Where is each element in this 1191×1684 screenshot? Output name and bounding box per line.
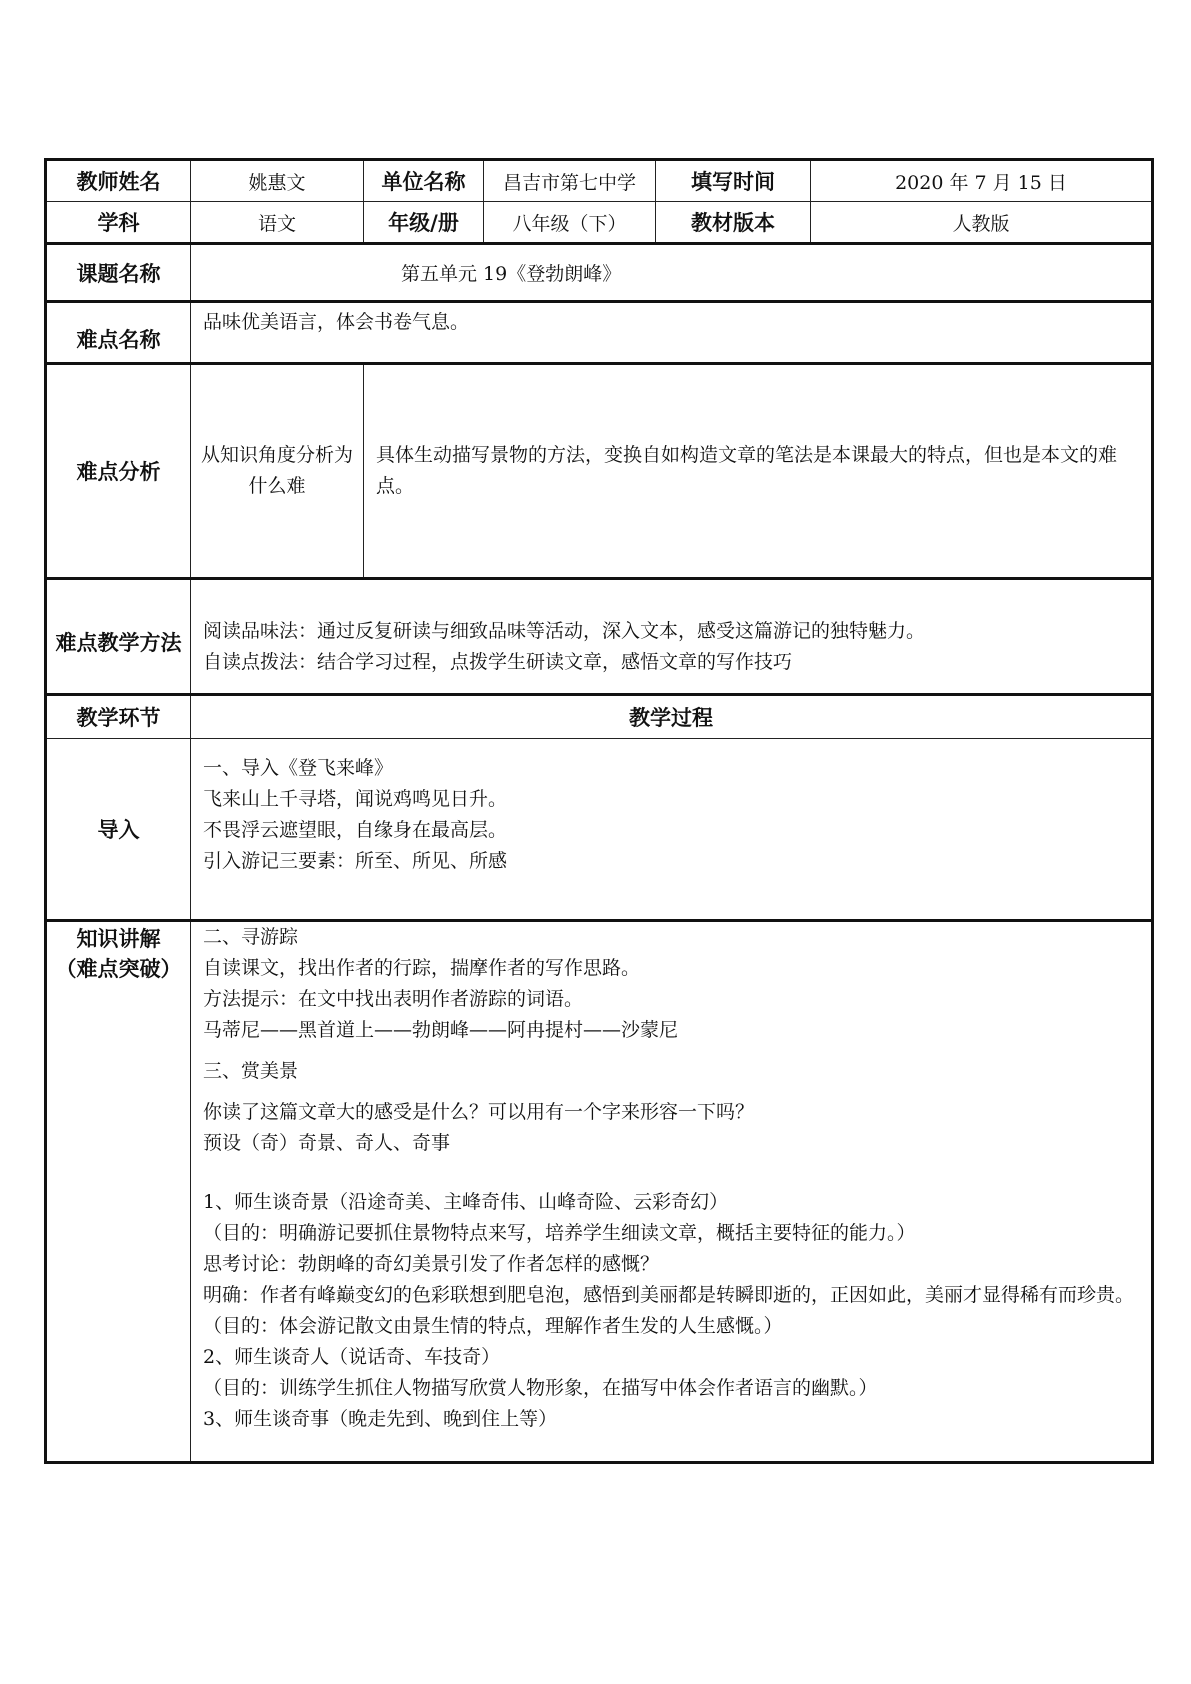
- unit-name-label: 单位名称: [364, 160, 484, 202]
- stage-header-label: 教学环节: [46, 695, 191, 739]
- intro-line: 一、导入《登飞来峰》: [203, 757, 394, 779]
- topic-value: 第五单元 19《登勃朗峰》: [191, 244, 1153, 302]
- knowledge-label: [46, 921, 191, 1463]
- teacher-name-value: 姚惠文: [191, 160, 364, 202]
- edition-value: 人教版: [811, 202, 1153, 244]
- knowledge-line: 二、寻游踪: [203, 926, 299, 948]
- knowledge-label-line2: （难点突破）: [55, 957, 182, 981]
- knowledge-line: 方法提示：在文中找出表明作者游踪的词语。: [203, 988, 584, 1010]
- knowledge-line: 明确：作者有峰巅变幻的色彩联想到肥皂泡，感悟到美丽都是转瞬即逝的，正因如此，美丽才显得稀有而珍贵。: [203, 1284, 1135, 1306]
- knowledge-line: 思考讨论：勃朗峰的奇幻美景引发了作者怎样的感慨？: [203, 1253, 660, 1275]
- intro-line: 飞来山上千寻塔，闻说鸡鸣见日升。: [203, 788, 508, 810]
- intro-content: [191, 739, 1153, 921]
- knowledge-line: 3、师生谈奇事（晚走先到、晚到住上等）: [203, 1408, 558, 1430]
- grade-label: 年级/册: [364, 202, 484, 244]
- knowledge-line: 你读了这篇文章大的感受是什么？可以用有一个字来形容一下吗？: [203, 1101, 755, 1123]
- unit-name-value: 昌吉市第七中学: [484, 160, 656, 202]
- process-header-label: 教学过程: [191, 695, 1153, 739]
- subject-label: 学科: [46, 202, 191, 244]
- knowledge-line: 马蒂尼——黑首道上——勃朗峰——阿冉提村——沙蒙尼: [203, 1019, 679, 1041]
- knowledge-content: [191, 921, 1153, 1463]
- knowledge-label-line1: 知识讲解: [76, 927, 161, 951]
- analysis-value: 具体生动描写景物的方法，变换自如构造文章的笔法是本课最大的特点，但也是本文的难点。: [364, 364, 1153, 579]
- method-content: [191, 579, 1153, 695]
- fill-date-label: 填写时间: [656, 160, 811, 202]
- edition-label: 教材版本: [656, 202, 811, 244]
- knowledge-line: 1、师生谈奇景（沿途奇美、主峰奇伟、山峰奇险、云彩奇幻）: [203, 1191, 729, 1213]
- method-line: 自读点拨法：结合学习过程，点拨学生研读文章，感悟文章的写作技巧: [203, 650, 793, 673]
- knowledge-line: 三、赏美景: [203, 1060, 299, 1082]
- lesson-plan-sheet: [44, 158, 1151, 1464]
- grade-value: 八年级（下）: [484, 202, 656, 244]
- lesson-plan-table: [44, 158, 1154, 1464]
- knowledge-line: （目的：体会游记散文由景生情的特点，理解作者生发的人生感慨。）: [203, 1315, 783, 1337]
- difficulty-label: 难点名称: [46, 302, 191, 364]
- analysis-sublabel: 从知识角度分析为什么难: [191, 364, 364, 579]
- difficulty-value: 品味优美语言，体会书卷气息。: [191, 302, 1153, 364]
- knowledge-line: （目的：明确游记要抓住景物特点来写，培养学生细读文章，概括主要特征的能力。）: [203, 1222, 916, 1244]
- intro-line: 不畏浮云遮望眼，自缘身在最高层。: [203, 819, 508, 841]
- subject-value: 语文: [191, 202, 364, 244]
- intro-line: 引入游记三要素：所至、所见、所感: [203, 850, 508, 872]
- method-label: 难点教学方法: [46, 579, 191, 695]
- knowledge-line: 预设（奇）奇景、奇人、奇事: [203, 1132, 451, 1154]
- knowledge-line: 2、师生谈奇人（说话奇、车技奇）: [203, 1346, 501, 1368]
- teacher-name-label: 教师姓名: [46, 160, 191, 202]
- topic-label: 课题名称: [46, 244, 191, 302]
- method-line: 阅读品味法：通过反复研读与细致品味等活动，深入文本，感受这篇游记的独特魅力。: [203, 619, 926, 642]
- knowledge-line: 自读课文，找出作者的行踪，揣摩作者的写作思路。: [203, 957, 641, 979]
- fill-date-value: 2020 年 7 月 15 日: [811, 160, 1153, 202]
- intro-label: 导入: [46, 739, 191, 921]
- knowledge-line: （目的：训练学生抓住人物描写欣赏人物形象，在描写中体会作者语言的幽默。）: [203, 1377, 878, 1399]
- analysis-label: 难点分析: [46, 364, 191, 579]
